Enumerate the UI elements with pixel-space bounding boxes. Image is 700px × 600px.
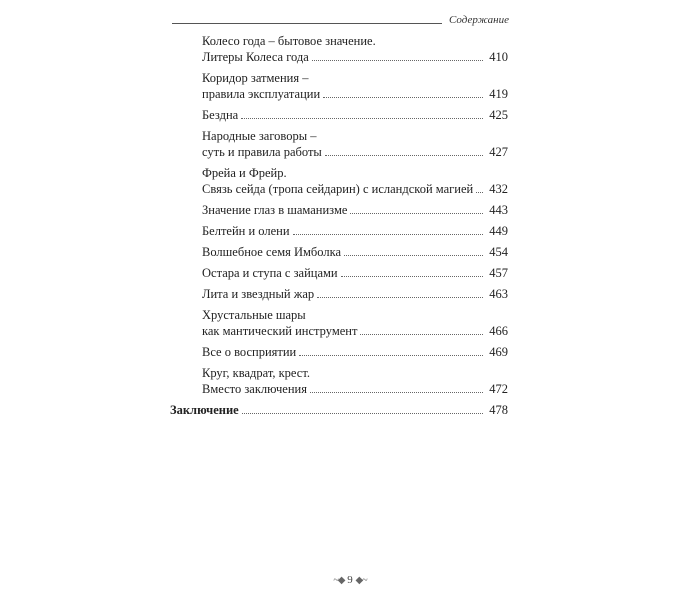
- dot-leader: [242, 412, 483, 414]
- dot-leader: [323, 96, 483, 98]
- toc-entry-title: Волшебное семя Имболка: [202, 245, 342, 259]
- toc-entry: [170, 165, 508, 197]
- toc-entry: [170, 307, 508, 339]
- toc-entry: [170, 202, 508, 218]
- toc-entry-title: Литеры Колеса года: [202, 50, 309, 64]
- dot-leader: [317, 296, 483, 298]
- dot-leader: [360, 333, 483, 335]
- toc-entry-title: Связь сейда (тропа сейдарин) с исландской магией: [202, 182, 474, 196]
- dot-leader: [310, 391, 483, 393]
- toc-page-number: 472: [489, 382, 508, 396]
- ornament-right-icon: ◆~: [355, 575, 367, 586]
- toc-entry: [170, 70, 508, 102]
- toc-entry-title: Лита и звездный жар: [202, 287, 315, 301]
- toc-entry: [170, 265, 508, 281]
- toc-page-number: 457: [489, 266, 508, 280]
- toc-entry: [170, 33, 508, 65]
- toc-entry: [170, 107, 508, 123]
- table-of-contents: [170, 33, 508, 423]
- toc-entry-title: Круг, квадрат, крест.: [202, 366, 310, 380]
- toc-entry-conclusion: [170, 402, 508, 418]
- toc-entry: [170, 286, 508, 302]
- toc-entry: [170, 128, 508, 160]
- toc-entry-title: как мантический инструмент: [202, 324, 358, 338]
- toc-page-number: 466: [489, 324, 508, 338]
- toc-entry-title: Хрустальные шары: [202, 308, 306, 322]
- toc-entry: [170, 244, 508, 260]
- header-rule: [172, 23, 442, 24]
- dot-leader: [350, 212, 483, 214]
- toc-page-number: 454: [489, 245, 508, 259]
- dot-leader: [299, 354, 483, 356]
- toc-entry-title: Заключение: [170, 403, 239, 417]
- toc-entry: [170, 365, 508, 397]
- dot-leader: [341, 275, 483, 277]
- toc-page-number: 449: [489, 224, 508, 238]
- page-number: 9: [347, 574, 353, 586]
- dot-leader: [312, 59, 483, 61]
- toc-entry: [170, 344, 508, 360]
- toc-entry-title: Белтейн и олени: [202, 224, 290, 238]
- toc-page-number: 469: [489, 345, 508, 359]
- toc-page-number: 478: [489, 403, 508, 417]
- toc-entry-title: правила эксплуатации: [202, 87, 321, 101]
- dot-leader: [325, 154, 483, 156]
- dot-leader: [241, 117, 483, 119]
- toc-entry-title: Вместо заключения: [202, 382, 307, 396]
- toc-page-number: 419: [489, 87, 508, 101]
- toc-entry-title: Все о восприятии: [202, 345, 297, 359]
- toc-page-number: 410: [489, 50, 508, 64]
- toc-entry-title: Остара и ступа с зайцами: [202, 266, 338, 280]
- ornament-left-icon: ~◆: [333, 575, 345, 586]
- dot-leader: [476, 191, 483, 193]
- toc-page-number: 463: [489, 287, 508, 301]
- running-header: Содержание: [449, 14, 510, 26]
- toc-entry: [170, 223, 508, 239]
- page-footer: [0, 574, 700, 586]
- dot-leader: [344, 254, 483, 256]
- toc-page-number: 427: [489, 145, 508, 159]
- toc-entry-title: Фрейа и Фрейр.: [202, 166, 287, 180]
- toc-page-number: 443: [489, 203, 508, 217]
- toc-page-number: 425: [489, 108, 508, 122]
- toc-page-number: 432: [489, 182, 508, 196]
- toc-entry-title: Значение глаз в шаманизме: [202, 203, 348, 217]
- toc-entry-title: Колесо года – бытовое значение.: [202, 34, 376, 48]
- dot-leader: [293, 233, 483, 235]
- toc-entry-title: суть и правила работы: [202, 145, 322, 159]
- toc-entry-title: Бездна: [202, 108, 239, 122]
- toc-entry-title: Народные заговоры –: [202, 129, 317, 143]
- toc-entry-title: Коридор затмения –: [202, 71, 309, 85]
